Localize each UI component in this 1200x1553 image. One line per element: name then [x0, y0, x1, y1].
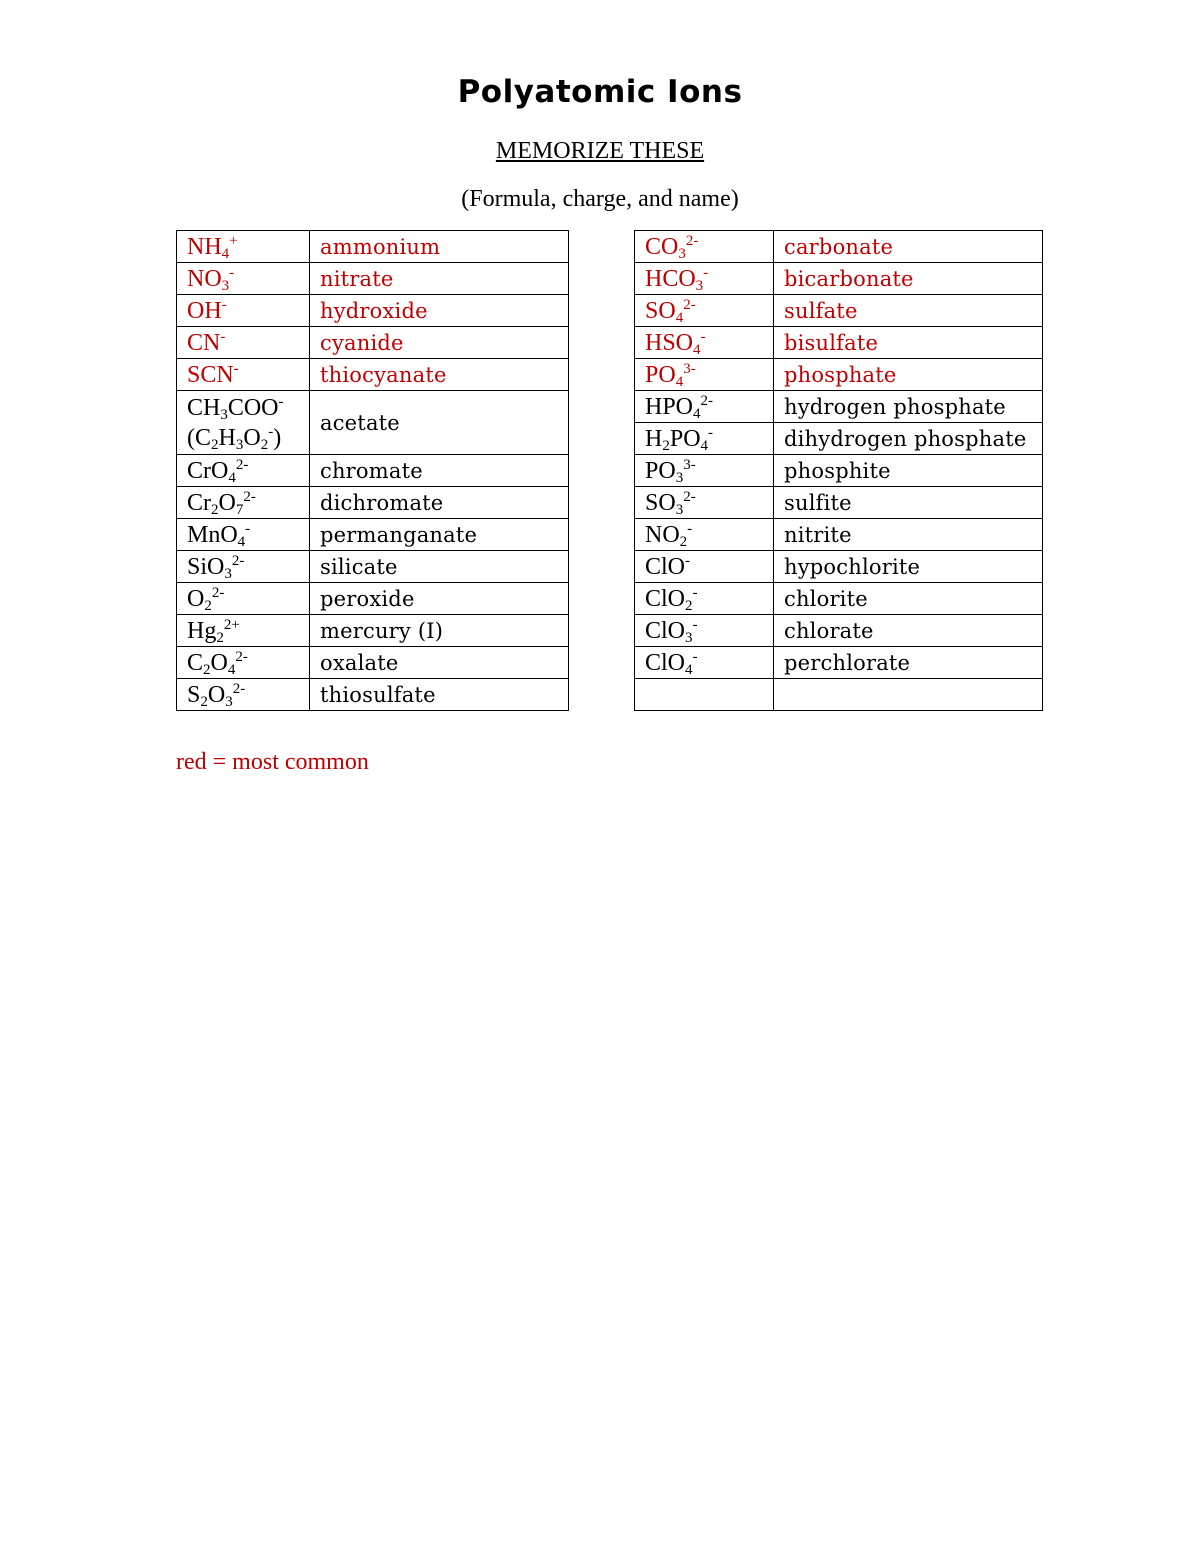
- formula-text: S: [187, 681, 201, 708]
- formula-text: ClO: [645, 553, 686, 580]
- formula-subscript: 7: [235, 501, 244, 518]
- ion-formula: [177, 231, 310, 263]
- ion-row: [177, 359, 569, 391]
- formula-charge: -: [229, 264, 235, 281]
- ion-formula: [177, 615, 310, 647]
- formula-text: H: [645, 425, 663, 452]
- formula-charge: 2-: [683, 488, 696, 505]
- formula-text: O: [218, 489, 236, 516]
- ion-row: [635, 423, 1043, 455]
- ion-row: [635, 615, 1043, 647]
- formula-subscript: 3: [675, 469, 684, 486]
- ion-row: [635, 359, 1043, 391]
- formula-charge: -: [700, 328, 706, 345]
- formula-subscript: 2: [216, 629, 224, 646]
- formula-text: H: [218, 424, 236, 451]
- formula-charge: 2-: [685, 232, 699, 249]
- formula-subscript: 2: [211, 501, 219, 518]
- ion-name: cyanide: [310, 327, 569, 359]
- formula-subscript: 2: [211, 436, 219, 453]
- formula-charge: 3-: [683, 456, 696, 473]
- formula-text: ): [273, 424, 282, 451]
- page-title: Polyatomic Ions: [457, 74, 743, 110]
- formula-charge: 2-: [700, 392, 714, 409]
- formula-text: NH: [187, 233, 222, 260]
- ion-name: dihydrogen phosphate: [774, 423, 1043, 455]
- ion-name: phosphite: [774, 455, 1043, 487]
- ion-formula: [635, 327, 774, 359]
- formula-subscript: 2: [662, 437, 670, 454]
- ion-row: [635, 487, 1043, 519]
- ion-formula: [177, 359, 310, 391]
- formula-text: HCO: [645, 265, 696, 292]
- ion-row: [177, 263, 569, 295]
- formula-text: Hg: [187, 617, 217, 644]
- formula-charge: 2+: [223, 616, 240, 633]
- ion-name: bisulfate: [774, 327, 1043, 359]
- formula-subscript: 4: [685, 661, 693, 678]
- ion-formula: [635, 551, 774, 583]
- formula-text: PO: [645, 361, 676, 388]
- formula-text: O: [187, 585, 205, 612]
- formula-charge: -: [278, 393, 284, 410]
- formula-text: ClO: [645, 617, 686, 644]
- formula-subscript: 3: [685, 629, 693, 646]
- ion-name: hydrogen phosphate: [774, 391, 1043, 423]
- formula-charge: -: [687, 520, 693, 537]
- formula-subscript: 3: [675, 501, 684, 518]
- formula-subscript: 3: [225, 693, 233, 710]
- ion-row: [177, 487, 569, 519]
- ion-name: sulfite: [774, 487, 1043, 519]
- formula-charge: -: [692, 616, 698, 633]
- formula-text: HSO: [645, 329, 694, 356]
- right-ion-table: [634, 230, 1043, 711]
- formula-subscript: 4: [675, 373, 684, 390]
- formula-charge: -: [692, 648, 698, 665]
- formula-text: O: [243, 424, 261, 451]
- ion-name: thiosulfate: [310, 679, 569, 711]
- ion-formula: [635, 295, 774, 327]
- ion-row: [177, 231, 569, 263]
- formula-subscript: 4: [693, 341, 701, 358]
- ion-row: [635, 647, 1043, 679]
- formula-subscript: 3: [220, 406, 228, 423]
- color-legend: red = most common: [176, 749, 369, 775]
- formula-subscript: 2: [203, 661, 211, 678]
- formula-text: ClO: [645, 649, 686, 676]
- formula-text: Cr: [187, 489, 211, 516]
- ion-formula: [635, 455, 774, 487]
- formula-text: CN: [187, 329, 221, 356]
- formula-subscript: 4: [675, 309, 684, 326]
- formula-text: NO: [187, 265, 222, 292]
- formula-subscript: 4: [221, 245, 230, 262]
- ion-row: [635, 391, 1043, 423]
- formula-text: ClO: [645, 585, 686, 612]
- ion-name: perchlorate: [774, 647, 1043, 679]
- ion-formula: [635, 423, 774, 455]
- formula-text: HPO: [645, 393, 694, 420]
- formula-subscript: 2: [204, 597, 212, 614]
- formula-charge: -: [233, 360, 239, 377]
- formula-subscript: 4: [228, 469, 236, 486]
- ion-row: [177, 679, 569, 711]
- ion-name: oxalate: [310, 647, 569, 679]
- formula-charge: -: [221, 296, 227, 313]
- formula-charge: -: [268, 423, 274, 440]
- ion-name: carbonate: [774, 231, 1043, 263]
- ion-name: nitrite: [774, 519, 1043, 551]
- ion-name: [774, 679, 1043, 711]
- formula-text: C: [187, 649, 204, 676]
- formula-charge: -: [245, 520, 251, 537]
- ion-row: [635, 519, 1043, 551]
- formula-text: SiO: [187, 553, 225, 580]
- ion-formula: [177, 679, 310, 711]
- formula-subscript: 4: [700, 437, 709, 454]
- ion-row: [635, 295, 1043, 327]
- formula-subscript: 2: [679, 533, 688, 550]
- ion-row: [177, 295, 569, 327]
- formula-charge: 2-: [231, 552, 245, 569]
- formula-subscript: 3: [221, 277, 230, 294]
- ion-row: [177, 615, 569, 647]
- formula-text: (C: [187, 424, 211, 451]
- formula-text: NO: [645, 521, 680, 548]
- ion-formula: [177, 263, 310, 295]
- formula-charge: 3-: [683, 360, 696, 377]
- formula-text: PO: [645, 457, 676, 484]
- ion-formula: [177, 519, 310, 551]
- ion-formula: [177, 391, 310, 455]
- ion-formula: [635, 231, 774, 263]
- ion-row: [635, 327, 1043, 359]
- ion-formula: [635, 487, 774, 519]
- ion-name: hypochlorite: [774, 551, 1043, 583]
- right-ion-table-body: [635, 231, 1043, 711]
- ion-formula: [635, 615, 774, 647]
- ion-row: [635, 551, 1043, 583]
- formula-subscript: 3: [235, 436, 244, 453]
- formula-charge: 2-: [683, 296, 696, 313]
- instructions-text: (Formula, charge, and name): [461, 186, 739, 212]
- ion-formula: [177, 583, 310, 615]
- formula-text: O: [210, 649, 228, 676]
- ion-name: chlorate: [774, 615, 1043, 647]
- left-ion-table: [176, 230, 569, 711]
- ion-formula: [635, 359, 774, 391]
- formula-text: SO: [645, 297, 676, 324]
- formula-subscript: 3: [695, 277, 704, 294]
- ion-name: silicate: [310, 551, 569, 583]
- ion-name: chlorite: [774, 583, 1043, 615]
- formula-subscript: 4: [237, 533, 246, 550]
- left-ion-table-body: [177, 231, 569, 711]
- ion-row: [177, 519, 569, 551]
- ion-name: acetate: [310, 391, 569, 455]
- formula-subscript: 2: [200, 693, 208, 710]
- formula-subscript: 2: [685, 597, 693, 614]
- formula-text: SO: [645, 489, 676, 516]
- ion-name: permanganate: [310, 519, 569, 551]
- formula-charge: +: [229, 232, 238, 249]
- ion-formula: [635, 263, 774, 295]
- page-subtitle: MEMORIZE THESE: [495, 138, 705, 164]
- ion-formula: [635, 679, 774, 711]
- ion-formula: [177, 327, 310, 359]
- formula-text: PO: [669, 425, 701, 452]
- formula-charge: 2-: [235, 456, 249, 473]
- formula-subscript: 3: [678, 245, 686, 262]
- ion-name: bicarbonate: [774, 263, 1043, 295]
- formula-subscript: 4: [693, 405, 701, 422]
- formula-text: CO: [645, 233, 679, 260]
- ion-formula: [177, 487, 310, 519]
- formula-text: OH: [187, 297, 222, 324]
- ion-formula: [177, 295, 310, 327]
- formula-subscript: 2: [260, 436, 269, 453]
- ion-row: [177, 583, 569, 615]
- ion-row: [635, 679, 1043, 711]
- ion-name: hydroxide: [310, 295, 569, 327]
- formula-charge: -: [220, 328, 226, 345]
- ion-formula: [635, 391, 774, 423]
- ion-name: mercury (I): [310, 615, 569, 647]
- ion-name: chromate: [310, 455, 569, 487]
- formula-text: O: [207, 681, 226, 708]
- ion-name: sulfate: [774, 295, 1043, 327]
- formula-charge: -: [708, 424, 714, 441]
- formula-charge: 2-: [232, 680, 246, 697]
- ion-row: [177, 327, 569, 359]
- ion-row: [177, 391, 569, 455]
- ion-row: [635, 583, 1043, 615]
- ion-formula: [177, 455, 310, 487]
- ion-name: ammonium: [310, 231, 569, 263]
- ion-row: [635, 231, 1043, 263]
- ion-row: [177, 455, 569, 487]
- formula-text: CH: [187, 394, 221, 421]
- ion-name: thiocyanate: [310, 359, 569, 391]
- ion-formula: [635, 583, 774, 615]
- formula-charge: 2-: [235, 648, 248, 665]
- ion-row: [177, 551, 569, 583]
- formula-text: CrO: [187, 457, 229, 484]
- formula-subscript: 3: [224, 565, 232, 582]
- formula-charge: -: [703, 264, 709, 281]
- ion-formula: [635, 647, 774, 679]
- formula-charge: -: [685, 552, 691, 569]
- formula-charge: -: [692, 584, 698, 601]
- formula-charge: 2-: [243, 488, 256, 505]
- ion-formula: [177, 551, 310, 583]
- ion-row: [635, 455, 1043, 487]
- formula-text: SCN: [187, 361, 234, 388]
- ion-name: peroxide: [310, 583, 569, 615]
- ion-row: [177, 647, 569, 679]
- ion-formula: [177, 647, 310, 679]
- ion-row: [635, 263, 1043, 295]
- formula-text: MnO: [187, 521, 238, 548]
- formula-charge: 2-: [211, 584, 225, 601]
- ion-formula: [635, 519, 774, 551]
- ion-name: dichromate: [310, 487, 569, 519]
- ion-name: nitrate: [310, 263, 569, 295]
- ion-name: phosphate: [774, 359, 1043, 391]
- formula-subscript: 4: [227, 661, 236, 678]
- formula-text: COO: [227, 394, 279, 421]
